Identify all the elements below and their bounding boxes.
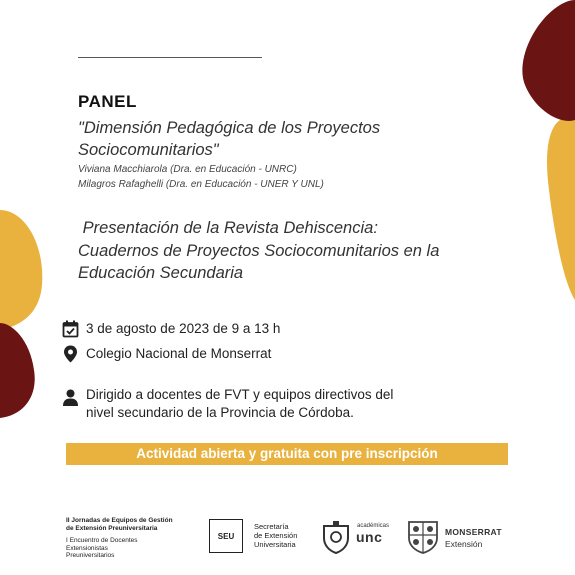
seu-line-2: de Extensión (254, 531, 298, 540)
unc-academicas-text: académicas (357, 523, 390, 529)
monserrat-logo-title: MONSERRAT (445, 527, 502, 537)
encuentro-line-1: I Encuentro de Docentes (66, 537, 138, 544)
seu-logo-text (254, 522, 297, 549)
audience-text (86, 386, 393, 422)
seu-line-3: Universitaria (254, 540, 296, 549)
presentation-title-line-2: Cuadernos de Proyectos Sociocomunitarios en la (78, 241, 440, 260)
encuentro-line-2: Extensionistas (66, 544, 108, 552)
monserrat-crest-icon (406, 518, 440, 554)
location-row (62, 345, 271, 363)
seu-line-1: Secretaría (254, 522, 289, 531)
panel-label: PANEL (78, 92, 137, 111)
decorative-blob-top-right (515, 0, 575, 310)
audience-line-1: Dirigido a docentes de FVT y equipos directivos del (86, 387, 394, 402)
date-row (62, 320, 280, 338)
jornadas-logo-text (66, 517, 173, 532)
map-pin-icon (62, 345, 79, 363)
unc-crest-icon (320, 520, 352, 554)
presentation-title (78, 217, 518, 285)
speaker-2: Milagros Rafaghelli (Dra. en Educación - UNER Y UNL) (78, 179, 324, 190)
person-icon (62, 389, 79, 407)
speaker-1: Viviana Macchiarola (Dra. en Educación - UNRC) (78, 164, 297, 175)
panel-title (78, 117, 478, 161)
unc-logo-text: unc (356, 529, 383, 545)
decorative-blob-left (0, 205, 60, 420)
panel-title-line-2: Sociocomunitarios" (78, 141, 219, 159)
jornadas-line-1: II Jornadas de Equipos de Gestión (66, 517, 173, 524)
location-text: Colegio Nacional de Monserrat (86, 346, 272, 361)
presentation-title-line-1: Presentación de la Revista Dehiscencia: (78, 219, 378, 237)
presentation-title-line-3: Educación Secundaria (78, 264, 244, 282)
divider-line (78, 57, 262, 58)
calendar-check-icon (62, 320, 79, 338)
seu-logo: SEU (209, 519, 243, 553)
encuentro-logo-text (66, 537, 138, 560)
date-text: 3 de agosto de 2023 de 9 a 13 h (86, 321, 281, 336)
jornadas-line-2: de Extensión Preuniversitaria (66, 524, 158, 532)
panel-title-line-1: "Dimensión Pedagógica de los Proyectos (78, 119, 381, 137)
audience-line-2: nivel secundario de la Provincia de Córdoba. (86, 405, 354, 420)
audience-row (62, 386, 393, 422)
monserrat-logo-subtitle: Extensión (445, 539, 483, 549)
registration-banner: Actividad abierta y gratuita con pre inscripción (66, 443, 508, 465)
encuentro-line-3: Preuniversitarios (66, 552, 115, 559)
